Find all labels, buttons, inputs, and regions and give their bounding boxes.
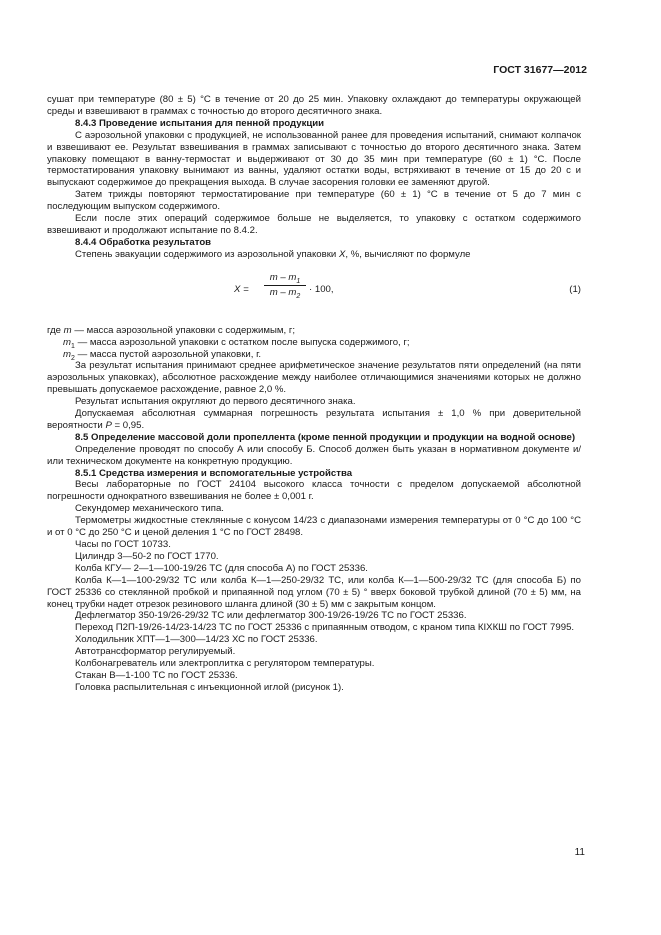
where-item-m2: [47, 349, 581, 361]
text: — масса аэрозольной упаковки с содержимым, г;: [71, 324, 295, 336]
paragraph: За результат испытания принимают среднее арифметическое значение результатов пяти определений (на пяти аэрозольных упаковках), абсолютное расхождение между наиболее отличающимися значениями которых не должно превышать допускаемое расхождение, равное 2,0 %.: [47, 360, 581, 396]
paragraph: Автотрансформатор регулируемый.: [75, 646, 236, 658]
text: — масса аэрозольной упаковки с остатком после выпуска содержимого, г;: [74, 336, 410, 348]
variable-m: m: [63, 324, 72, 336]
paragraph: Термометры жидкостные стеклянные с конусом 14/23 с диапазонами измерения температуры от 0 °С до 100 °С и от 0 °С до 250 °С и ценой деления 1 °С по ГОСТ 28498.: [47, 515, 581, 539]
paragraph: Головка распылительная с инъекционной иглой (рисунок 1).: [75, 681, 344, 693]
formula-numerator: [264, 272, 306, 284]
denominator-text: m – m: [269, 286, 297, 298]
text: = 0,95.: [111, 419, 145, 431]
section-heading-8-4-4: 8.4.4 Обработка результатов: [75, 236, 212, 248]
paragraph-formula-intro: [47, 249, 581, 261]
paragraph: Результат испытания округляют до первого десятичного знака.: [75, 396, 356, 408]
subscript: 1: [71, 342, 75, 350]
formula-rhs: · 100,: [309, 283, 334, 295]
variable-m1: m: [63, 336, 71, 348]
variable-p: P: [105, 419, 112, 431]
paragraph: Цилиндр 3—50-2 по ГОСТ 1770.: [75, 550, 219, 562]
section-heading-8-5: 8.5 Определение массовой доли пропеллента (кроме пенной продукции и продукции на водной основе): [75, 431, 576, 443]
where-clause: [47, 325, 581, 337]
paragraph: Затем трижды повторяют термостатирование при температуре (60 ± 1) °С в течение от 5 до 7 мин с последующим выпуском содержимого.: [47, 189, 581, 213]
formula-1: [47, 269, 581, 315]
formula-denominator: [264, 287, 306, 299]
formula-fraction: [264, 272, 306, 299]
paragraph: сушат при температуре (80 ± 5) °С в течение от 20 до 25 мин. Упаковку охлаждают до температуры окружающей среды и взвешивают в граммах с точностью до второго десятичного знака.: [47, 94, 581, 117]
paragraph: Определение проводят по способу А или способу Б. Способ должен быть указан в нормативном документе и/или техническом документе на конкретную продукцию.: [47, 443, 581, 467]
paragraph: Если после этих операций содержимое больше не выделяется, то упаковку с остатком содержимого взвешивают и продолжают испытание по 8.4.2.: [47, 213, 581, 236]
page-header-doc-id: ГОСТ 31677—2012: [493, 64, 587, 76]
paragraph: Колба К—1—100-29/32 ТС или колба К—1—250-29/32 ТС, или колба К—1—500-29/32 ТС (для способа Б) по ГОСТ 25336 со стеклянной пробкой и припаянной под углом (70 ± 5) ° вверх боковой трубкой длиной (70 ± 5) мм, на конец трубки надет отрезок резинового шланга длиной (30 ± 5) мм с закрытым концом.: [47, 574, 581, 610]
variable-m2: m: [63, 348, 71, 360]
section-heading-8-5-1: 8.5.1 Средства измерения и вспомогательные устройства: [75, 467, 353, 479]
denominator-subscript: 2: [296, 292, 301, 300]
formula-number: (1): [569, 283, 581, 295]
paragraph: Стакан В—1-100 ТС по ГОСТ 25336.: [75, 669, 238, 681]
numerator-text: m – m: [269, 271, 297, 283]
paragraph: Переход П2П-19/26-14/23-14/23 ТС по ГОСТ 25336 с припаянным отводом, с краном типа КІХКШ по ГОСТ 7995.: [75, 622, 575, 634]
section-heading-8-4-3: 8.4.3 Проведение испытания для пенной продукции: [75, 117, 325, 129]
numerator-subscript: 1: [296, 277, 301, 285]
variable-x: X: [338, 248, 346, 260]
text: — масса пустой аэрозольной упаковки, г.: [74, 348, 262, 360]
fraction-bar: [264, 285, 306, 286]
where-item-m1: [47, 337, 581, 349]
paragraph: Колба КГУ— 2—1—100-19/26 ТС (для способа А) по ГОСТ 25336.: [75, 562, 368, 574]
page-number: 11: [574, 847, 585, 858]
text: Допускаемая абсолютная суммарная погрешность результата испытания ± 1,0 % при доверительной вероятности: [47, 408, 581, 431]
paragraph: Часы по ГОСТ 10733.: [75, 539, 171, 550]
paragraph: Дефлегматор 350-19/26-29/32 ТС или дефлегматор 300-19/26-19/26 ТС по ГОСТ 25336.: [75, 610, 467, 622]
paragraph: Холодильник ХПТ—1—300—14/23 ХС по ГОСТ 25336.: [75, 634, 318, 646]
formula-lhs: X =: [234, 283, 249, 295]
paragraph-error: [47, 408, 581, 432]
text: , %, вычисляют по формуле: [345, 248, 471, 260]
paragraph: Весы лабораторные по ГОСТ 24104 высокого класса точности с пределом допускаемой абсолютной погрешности однократного взвешивания не более ± 0,001 г.: [47, 479, 581, 503]
subscript: 2: [71, 354, 75, 362]
text: Степень эвакуации содержимого из аэрозольной упаковки: [75, 248, 339, 260]
paragraph: Колбонагреватель или электроплитка с регулятором температуры.: [75, 658, 375, 670]
text: где: [47, 324, 64, 336]
page-content: [47, 94, 581, 694]
paragraph: С аэрозольной упаковки с продукцией, не использованной ранее для проведения испытаний, снимают колпачок и взвешивают ее. Результат взвешивания в граммах записывают с точностью до второго десятичного знака. Затем упаковку помещают в ванну-термостат и выдерживают от 30 до 35 мин при температуре (60 ± 1) °С. После термостатирования упаковку вынимают из ванны, удаляют остатки воды, встряхивают в течение от 15 до 20 с и выпускают содержимое до прекращения выхода. В случае засорения головки ее заменяют другой.: [47, 129, 581, 189]
paragraph: Секундомер механического типа.: [75, 503, 224, 515]
